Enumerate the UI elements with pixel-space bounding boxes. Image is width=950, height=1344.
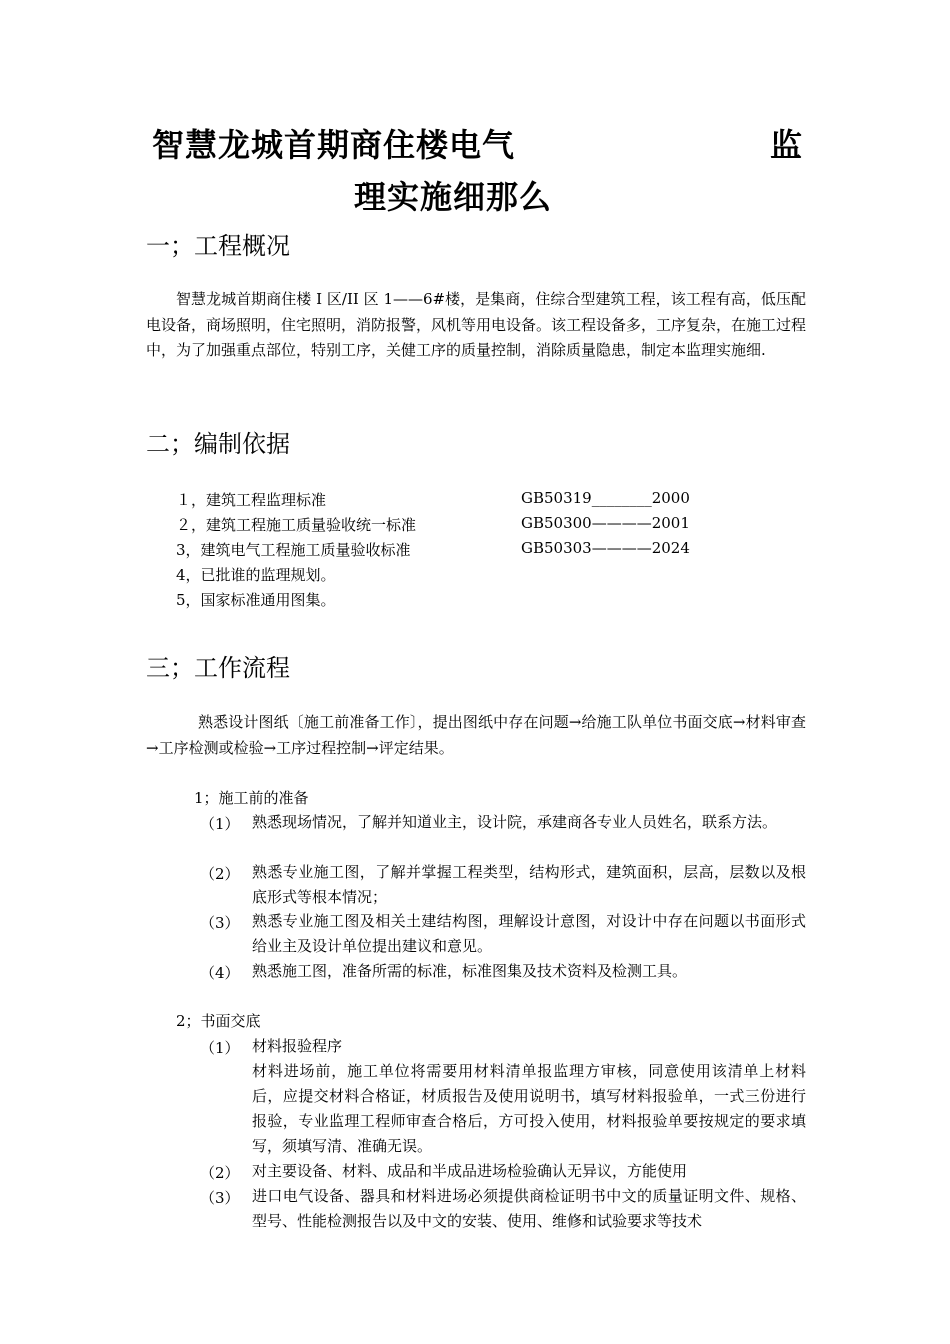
item-number: （4） bbox=[200, 964, 240, 982]
item-text: 熟悉专业施工图，了解并掌握工程类型，结构形式，建筑面积，层高，层数以及根底形式等根本情况； bbox=[252, 863, 806, 906]
doc-title-line1-right: 监 bbox=[770, 126, 804, 164]
item-number: （3） bbox=[200, 914, 240, 932]
standard-item-code: GB50319________2000 bbox=[521, 489, 690, 507]
item-text: 熟悉施工图，准备所需的标准，标准图集及技术资料及检测工具。 bbox=[252, 962, 688, 980]
standard-item-label: 3，建筑电气工程施工质量验收标准 bbox=[176, 541, 411, 559]
standard-item-label: 5，国家标准通用图集。 bbox=[176, 591, 336, 609]
section1-paragraph: 智慧龙城首期商住楼 I 区/II 区 1——6#楼，是集商，住综合型建筑工程，该工程有高，低压配电设备，商场照明，住宅照明，消防报警，风机等用电设备。该工程设备多，工序复杂，在施工过程中，为了加强重点部位，特别工序，关健工序的质量控制，消除质量隐患，制定本监理实施细. bbox=[146, 290, 807, 359]
standard-item-label: １，建筑工程监理标准 bbox=[176, 491, 327, 509]
section1-heading: 一；工程概况 bbox=[146, 232, 290, 260]
item-text: 熟悉现场情况，了解并知道业主，设计院，承建商各专业人员姓名，联系方法。 bbox=[252, 813, 778, 831]
subsection1-title: 1；施工前的准备 bbox=[194, 789, 309, 807]
item-number: （3） bbox=[200, 1189, 240, 1207]
section2-heading: 二；编制依据 bbox=[146, 430, 290, 458]
section3-paragraph: 熟悉设计图纸〔施工前准备工作〕，提出图纸中存在问题→给施工队单位书面交底→材料审查→工序检测或检验→工序过程控制→评定结果。 bbox=[146, 713, 806, 757]
item-text: 进口电气设备、器具和材料进场必须提供商检证明书中文的质量证明文件、规格、型号、性能检测报告以及中文的安装、使用、维修和试验要求等技术 bbox=[252, 1187, 806, 1230]
item-text: 材料报验程序 bbox=[252, 1037, 343, 1055]
item-text: 对主要设备、材料、成品和半成品进场检验确认无异议，方能使用 bbox=[252, 1162, 688, 1180]
item-number: （2） bbox=[200, 865, 240, 883]
item-text: 熟悉专业施工图及相关土建结构图，理解设计意图，对设计中存在问题以书面形式给业主及设计单位提出建议和意见。 bbox=[252, 912, 806, 955]
item-number: （1） bbox=[200, 815, 240, 833]
doc-title-line1: 智慧龙城首期商住楼电气 bbox=[152, 126, 516, 164]
item-number: （2） bbox=[200, 1164, 240, 1182]
standard-item-label: 4，已批谁的监理规划。 bbox=[176, 566, 336, 584]
standard-item-code: GB50300————2001 bbox=[521, 514, 690, 532]
item-number: （1） bbox=[200, 1039, 240, 1057]
subsection2-title: 2；书面交底 bbox=[176, 1012, 261, 1030]
doc-title-line2: 理实施细那么 bbox=[354, 178, 553, 216]
standard-item-label: ２，建筑工程施工质量验收统一标准 bbox=[176, 516, 417, 534]
standard-item-code: GB50303————2024 bbox=[521, 539, 690, 557]
section3-heading: 三；工作流程 bbox=[146, 654, 290, 682]
item-text: 材料进场前，施工单位将需要用材料清单报监理方审核，同意使用该清单上材料后，应提交材料合格证，材质报告及使用说明书，填写材料报验单，一式三份进行报验，专业监理工程师审查合格后，方可投入使用，材料报验单要按规定的要求填写，须填写清、准确无误。 bbox=[252, 1062, 806, 1155]
